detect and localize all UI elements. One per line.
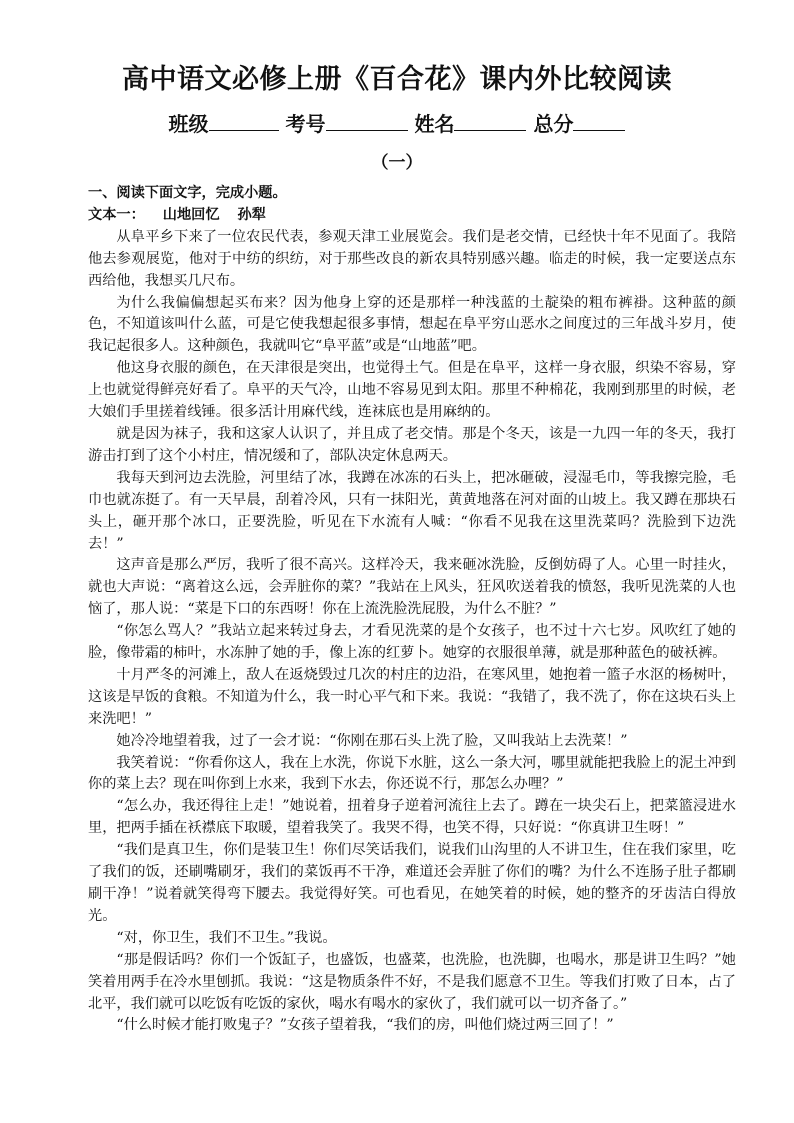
paragraph: 十月严冬的河滩上，敌人在返烧毁过几次的村庄的边沿，在寒风里，她抱着一篮子水沤的杨树叶，这该是早饭的食粮。不知道为什么，我一时心平气和下来。我说：“我错了，我不洗了，你在这块石头上来洗吧！” [88, 666, 736, 727]
paragraph: 这声音是那么严厉，我听了很不高兴。这样冷天，我来砸冰洗脸，反倒妨碍了人。心里一时挂火，就也大声说：“离着这么远，会弄脏你的菜？”我站在上风头，狂风吹送着我的愤怒，我听见洗菜的人也恼了，那人说：“菜是下口的东西呀！你在上流洗脸洗屁股，为什么不脏？” [88, 557, 736, 618]
paragraph: “那是假话吗？你们一个饭缸子，也盛饭，也盛菜，也洗脸，也洗脚，也喝水，那是讲卫生吗？”她笑着用两手在冷水里刨抓。我说：“这是物质条件不好，不是我们愿意不卫生。等我们打败了日本，占了北平，我们就可以吃饭有吃饭的家伙，喝水有喝水的家伙了，我们就可以一切齐备了。” [88, 951, 736, 1012]
paragraph: 她冷冷地望着我，过了一会才说：“你刚在那石头上洗了脸，又叫我站上去洗菜！” [116, 732, 628, 749]
exam-number-blank [326, 108, 408, 131]
score-blank [573, 108, 625, 131]
text-author: 孙犁 [237, 206, 266, 223]
student-info-line [0, 108, 794, 139]
class-label: 班级 [168, 112, 209, 136]
paragraph: 我笑着说：“你看你这人，我在上水洗，你说下水脏，这么一条大河，哪里就能把我脸上的泥土冲到你的菜上去？现在叫你到上水来，我到下水去，你还说不行，那怎么办哩？” [88, 754, 736, 793]
question-instruction: 一、阅读下面文字，完成小题。 [88, 185, 287, 201]
text-label: 文本一： [88, 206, 145, 223]
paragraph: “对，你卫生，我们不卫生。”我说。 [116, 929, 337, 946]
paragraph: 我每天到河边去洗脸，河里结了冰，我蹲在冰冻的石头上，把冰砸破，浸湿毛巾，等我擦完脸，毛巾也就冻挺了。有一天早晨，刮着冷风，只有一抹阳光，黄黄地落在河对面的山坡上。我又蹲在那块石头上，砸开那个冰口，正要洗脸，听见在下水流有人喊：“你看不见我在这里洗菜吗？洗脸到下边洗去！” [88, 469, 736, 552]
reading-content [88, 183, 736, 1037]
paragraph: “我们是真卫生，你们是装卫生！你们尽笑话我们，说我们山沟里的人不讲卫生，住在我们家里，吃了我们的饭，还刷嘴刷牙，我们的菜饭再不干净，难道还会弄脏了你们的嘴？为什么不连肠子肚子都刷刷干净！”说着就笑得弯下腰去。我觉得好笑。可也看见，在她笑着的时候，她的整齐的牙齿洁白得放光。 [88, 842, 736, 924]
text-title: 山地回忆 [162, 206, 220, 223]
paragraph: 从阜平乡下来了一位农民代表，参观天津工业展览会。我们是老交情，已经快十年不见面了。我陪他去参观展览，他对于中纺的织纺，对于那些改良的新农具特别感兴趣。临走的时候，我一定要送点东西给他，我想买几尺布。 [88, 228, 736, 289]
paragraph: 为什么我偏偏想起买布来？因为他身上穿的还是那样一种浅蓝的土靛染的粗布裤褂。这种蓝的颜色，不知道该叫什么蓝，可是它使我想起很多事情，想起在阜平穷山恶水之间度过的三年战斗岁月，使我记起很多人。这种颜色，我就叫它“阜平蓝”或是“山地蓝”吧。 [88, 294, 736, 355]
paragraph: 他这身衣服的颜色，在天津很是突出，也觉得土气。但是在阜平，这样一身衣服，织染不容易，穿上也就觉得鲜亮好看了。阜平的天气冷，山地不容易见到太阳。那里不种棉花，我刚到那里的时候，老大娘们手里搓着线锤。很多活计用麻代线，连袜底也是用麻纳的。 [88, 360, 736, 421]
name-label: 姓名 [414, 112, 455, 136]
paragraph: “怎么办，我还得往上走！”她说着，扭着身子逆着河流往上去了。蹲在一块尖石上，把菜篮浸进水里，把两手插在袄襟底下取暖，望着我笑了。我哭不得，也笑不得，只好说：“你真讲卫生呀！” [88, 798, 736, 837]
class-blank [209, 108, 279, 131]
score-label: 总分 [533, 112, 574, 136]
paragraph: “什么时候才能打败鬼子？”女孩子望着我，“我们的房，叫他们烧过两三回了！” [116, 1017, 614, 1034]
paragraph: 就是因为袜子，我和这家人认识了，并且成了老交情。那是个冬天，该是一九四一年的冬天，我打游击打到了这个小村庄，情况缓和了，部队决定休息两天。 [88, 425, 736, 464]
section-number: （一） [371, 153, 423, 173]
text-source-line [88, 205, 736, 227]
paragraph: “你怎么骂人？”我站立起来转过身去，才看见洗菜的是个女孩子，也不过十六七岁。风吹红了她的脸，像带霜的柿叶，水冻肿了她的手，像上冻的红萝卜。她穿的衣服很单薄，就是那种蓝色的破袄裤。 [88, 623, 736, 662]
exam-number-label: 考号 [285, 112, 326, 136]
name-blank [454, 108, 526, 131]
page-title: 高中语文必修上册《百合花》课内外比较阅读 [122, 64, 672, 95]
